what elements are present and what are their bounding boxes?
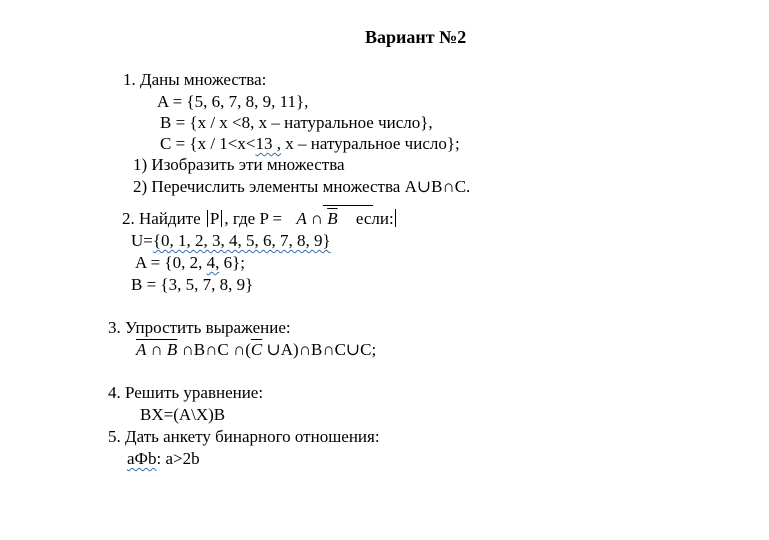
abs-bar-left xyxy=(207,210,208,227)
task3-expression xyxy=(136,340,376,360)
task2-set-a-num: 4, xyxy=(206,253,220,272)
task2-set-a-post: 6}; xyxy=(219,253,245,272)
task2-set-a xyxy=(135,253,245,273)
task2-post: если: xyxy=(355,209,394,228)
task1-set-a: A = {5, 6, 7, 8, 9, 11}, xyxy=(157,92,309,111)
task2-set-a-pre: A = {0, 2, xyxy=(135,253,207,272)
task5-relation-post: : a>2b xyxy=(156,449,200,468)
abs-bar-right xyxy=(221,210,222,227)
task2-expr-overline xyxy=(323,205,373,206)
task3-heading: 3. Упростить выражение: xyxy=(108,318,291,337)
task3-expr-a: A ∩ B xyxy=(136,340,178,359)
task1-set-c xyxy=(160,134,460,154)
task2-universe xyxy=(131,231,331,251)
task5-heading: 5. Дать анкету бинарного отношения: xyxy=(108,427,380,446)
task1-heading: 1. Даны множества: xyxy=(123,70,267,89)
task5-relation-pre: aФb xyxy=(127,449,157,468)
task1-set-b: B = {x / x <8, x – натуральное число}, xyxy=(160,113,433,132)
task1-set-c-pre: C = {x / 1<x< xyxy=(160,134,256,153)
task1-sub2: 2) Перечислить элементы множества A∪B∩C. xyxy=(133,177,471,196)
task2-expr xyxy=(296,209,337,228)
text-cursor xyxy=(395,209,397,227)
variant-title: Вариант №2 xyxy=(365,27,467,47)
task2-expr-left: A ∩ xyxy=(296,209,328,228)
task2-universe-set: {0, 1, 2, 3, 4, 5, 6, 7, 8, 9} xyxy=(152,231,331,250)
task1-set-c-num: 13 , xyxy=(255,134,281,153)
task5-relation xyxy=(127,449,200,469)
task1-sub1: 1) Изобразить эти множества xyxy=(133,155,345,174)
task2-heading xyxy=(122,209,396,229)
task1-set-c-post: x – натуральное число}; xyxy=(280,134,460,153)
task2-mid: , где P = xyxy=(224,209,283,228)
task4-heading: 4. Решить уравнение: xyxy=(108,383,264,402)
task2-pre: 2. Найдите xyxy=(122,209,201,228)
task2-set-b: B = {3, 5, 7, 8, 9} xyxy=(131,275,254,294)
task2-p: P xyxy=(209,209,220,228)
task4-equation: BX=(A\X)B xyxy=(140,405,226,424)
task2-expr-right: $\overline{B}$ xyxy=(327,209,338,228)
task2-universe-pre: U= xyxy=(131,231,153,250)
task3-expr-d: ∪A)∩B∩C∪C; xyxy=(262,340,377,359)
task3-expr-c: $\overline{C}$ xyxy=(250,340,263,359)
task3-expr-b: ∩B∩C ∩( xyxy=(177,340,251,359)
